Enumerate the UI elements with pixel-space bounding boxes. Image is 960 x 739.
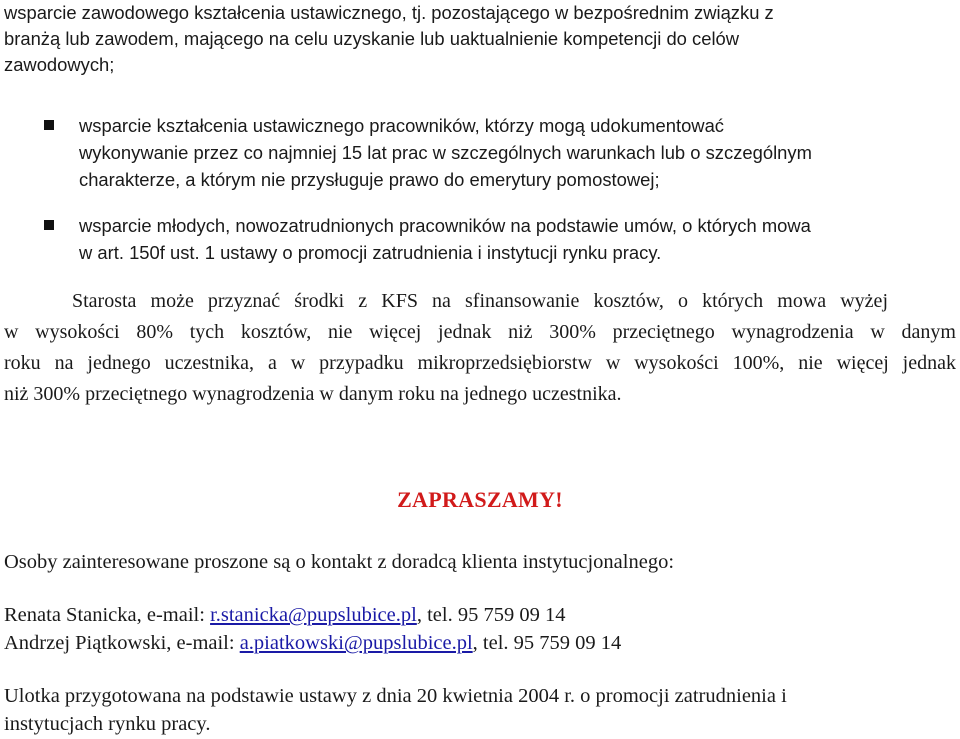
paragraph-line-1: Starosta może przyznać środki z KFS na sfinansowanie kosztów, o których mowa wyżej [72, 290, 888, 312]
email-link[interactable]: a.piatkowski@pupslubice.pl [239, 632, 473, 654]
bullet-1-line-3: charakterze, a którym nie przysługuje prawo do emerytury pomostowej; [79, 169, 660, 190]
contact-name: Renata Stanicka, e-mail: [4, 604, 211, 626]
intro-line-3: zawodowych; [4, 54, 115, 75]
bullet-2-line-1: wsparcie młodych, nowozatrudnionych pracowników na podstawie umów, o których mowa [79, 215, 811, 236]
contact-intro: Osoby zainteresowane proszone są o kontakt z doradcą klienta instytucjonalnego: [4, 551, 675, 573]
bullet-item-1 [4, 112, 956, 192]
contact-row [4, 601, 956, 629]
intro-line-1: wsparcie zawodowego kształcenia ustawicznego, tj. pozostającego w bezpośrednim związku z [4, 2, 774, 23]
contact-row [4, 629, 956, 657]
footer-line-2: instytucjach rynku pracy. [4, 713, 211, 735]
intro-paragraph [4, 0, 956, 78]
footer-note [4, 682, 956, 738]
square-bullet-icon [44, 120, 54, 130]
paragraph-line-3: roku na jednego uczestnika, a w przypadku mikroprzedsiębiorstw w wysokości 100%, nie więcej jednak [4, 352, 956, 374]
paragraph-line-4: niż 300% przeciętnego wynagrodzenia w danym roku na jednego uczestnika. [4, 383, 622, 405]
bullet-1-line-1: wsparcie kształcenia ustawicznego pracowników, którzy mogą udokumentować [79, 115, 725, 136]
contact-phone: , tel. 95 759 09 14 [416, 604, 566, 626]
main-paragraph [4, 286, 956, 410]
email-link[interactable]: r.stanicka@pupslubice.pl [210, 604, 417, 626]
bullet-text-2 [79, 212, 956, 266]
contact-phone: , tel. 95 759 09 14 [472, 632, 622, 654]
intro-line-2: branżą lub zawodem, mającego na celu uzyskanie lub uaktualnienie kompetencji do celów [4, 28, 740, 49]
contact-name: Andrzej Piątkowski, e-mail: [4, 632, 240, 654]
bullet-item-2 [4, 212, 956, 268]
bullet-text-1 [79, 112, 956, 193]
square-bullet-icon [44, 220, 54, 230]
bullet-2-line-2: w art. 150f ust. 1 ustawy o promocji zatrudnienia i instytucji rynku pracy. [79, 242, 662, 263]
footer-line-1: Ulotka przygotowana na podstawie ustawy z dnia 20 kwietnia 2004 r. o promocji zatrudnienia i [4, 685, 787, 707]
invitation-heading: ZAPRASZAMY! [397, 487, 563, 512]
contact-list [4, 601, 956, 657]
bullet-1-line-2: wykonywanie przez co najmniej 15 lat prac w szczególnych warunkach lub o szczególnym [79, 142, 812, 163]
paragraph-line-2: w wysokości 80% tych kosztów, nie więcej jednak niż 300% przeciętnego wynagrodzenia w danym [4, 321, 956, 343]
